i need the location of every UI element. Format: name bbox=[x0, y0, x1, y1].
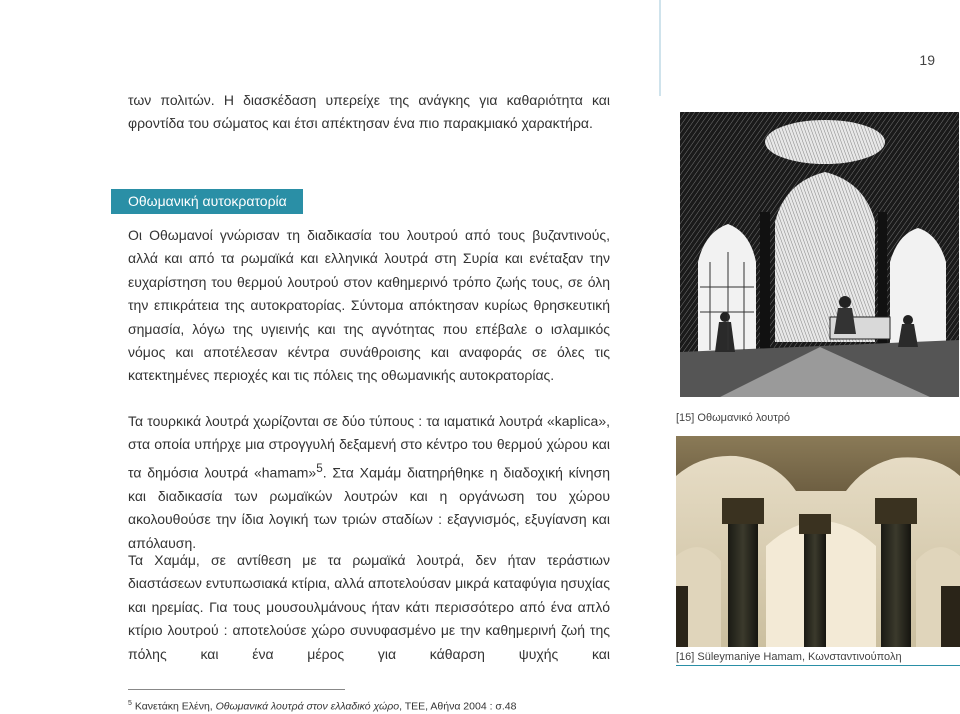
caption-underline bbox=[676, 665, 960, 666]
footnote-divider bbox=[128, 689, 345, 690]
intro-paragraph: των πολιτών. Η διασκέδαση υπερείχε της ανάγκης για καθαριότητα και φροντίδα του σώματος και έτσι απέκτησαν ένα πιο παρακμιακό χαρακτήρα. bbox=[128, 92, 610, 132]
body-paragraph-3: Τα Χαμάμ, σε αντίθεση με τα ρωμαϊκά λουτρά, δεν ήταν τεράστιων διαστάσεων εντυπωσιακά κτίρια, αλλά αποτελούσαν μικρά καταφύγια ησυχίας και ηρεμίας. Για τους μουσουλμάνους ήταν κάτι περισσότερο από ένα απλό κτίριο λουτρού : αποτελούσε χώρο συνυφασμένο με την καθημερινή ζωή της πόλης και ένα μέρος για κάθαρση ψυχής και bbox=[128, 552, 610, 662]
figure-ottoman-bath-engraving bbox=[680, 112, 959, 397]
footnote bbox=[128, 697, 517, 714]
paragraph-2-text-b: . Στα Χαμάμ διατηρήθηκε η διαδοχική κίνηση και διαδικασία των ρωμαϊκών λουτρών και η οργάνωση του χώρου ακολουθούσε την ίδια λογική των τριών σταδίων : εξαγνισμός, εξυγίανση και απόλαυση. bbox=[128, 464, 610, 551]
paragraph-2-text-a: Τα τουρκικά λουτρά χωρίζονται σε δύο τύπους : τα ιαματικά λουτρά «kaplica», στα οποία υπήρχε μια στρογγυλή δεξαμενή στο κέντρο του θερμού χώρου και τα δημόσια λουτρά «hamam» bbox=[128, 413, 610, 481]
footnote-number: 5 bbox=[128, 700, 132, 707]
figure-suleymaniye-hamam-photo bbox=[676, 436, 960, 647]
column-divider-line bbox=[659, 0, 661, 96]
footnote-author: Κανετάκη Ελένη, bbox=[131, 700, 216, 713]
section-heading: Οθωμανική αυτοκρατορία bbox=[111, 189, 303, 214]
footnote-title: Οθωμανικά λουτρά στον ελλαδικό χώρο bbox=[215, 700, 400, 713]
page-number: 19 bbox=[919, 52, 935, 68]
figure-1-caption: [15] Οθωμανικό λουτρό bbox=[676, 412, 791, 424]
body-paragraph-1: Οι Οθωμανοί γνώρισαν τη διαδικασία του λουτρού από τους βυζαντινούς, αλλά και από τα ρωμαϊκά και ελληνικά λουτρά στη Συρία και ενέταξαν την ευχαρίστηση του θερμού λουτρού στον καθημερινό τρόπο ζωής τους, σε όλη την επικράτεια της αυτοκρατορίας. Σύντομα απόκτησαν κυρίως θρησκευτική σημασία, λόγω της υγιεινής και της αγνότητας που επέβαλε ο ισλαμικός νόμος και αποτέλεσαν κέντρα συνάθροισης και αναφοράς σε όλες τις κατεκτημένες περιοχές και τις πόλεις της οθωμανικής αυτοκρατορίας. bbox=[128, 227, 610, 384]
footnote-rest: , ΤΕΕ, Αθήνα 2004 : σ.48 bbox=[399, 700, 517, 713]
suleymaniye-hamam-photo-image bbox=[676, 436, 960, 647]
footnote-reference[interactable]: 5 bbox=[316, 461, 323, 475]
figure-2-caption: [16] Süleymaniye Hamam, Κωνσταντινούπολη bbox=[676, 651, 902, 663]
body-paragraph-2 bbox=[128, 410, 610, 555]
ottoman-bath-engraving-image bbox=[680, 112, 959, 397]
